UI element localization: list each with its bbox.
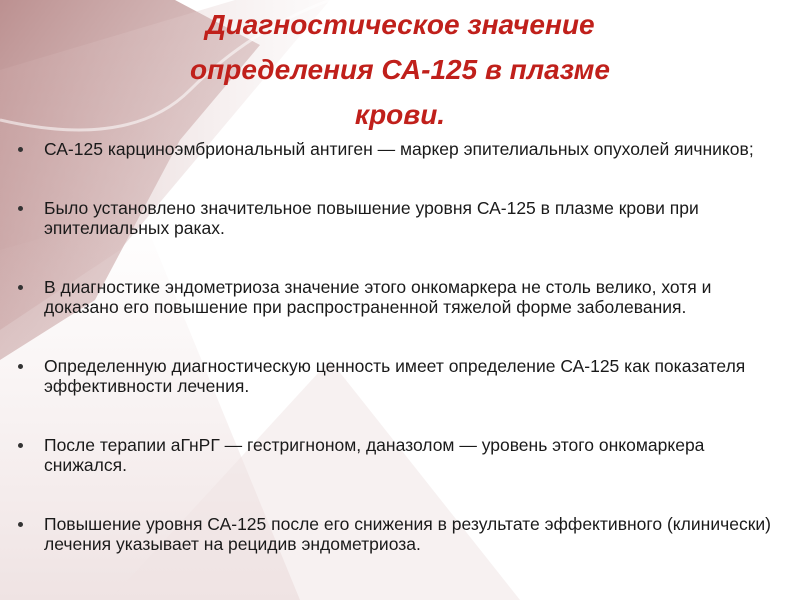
bullet-dot-icon xyxy=(18,147,23,152)
bullet-list xyxy=(18,139,788,554)
bullet-text: СА-125 карциноэмбриональный антиген — маркер эпителиальных опухолей яичников; xyxy=(44,139,754,159)
bullet-item xyxy=(18,514,788,554)
bullet-text: Повышение уровня СА-125 после его снижения в результате эффективного (клинически) лечения указывает на рецидив эндометриоза. xyxy=(44,514,771,554)
bullet-text: В диагностике эндометриоза значение этого онкомаркера не столь велико, хотя и доказано его повышение при распространенной тяжелой форме заболевания. xyxy=(44,277,712,317)
bullet-item xyxy=(18,139,788,159)
bullet-dot-icon xyxy=(18,285,23,290)
bullet-dot-icon xyxy=(18,206,23,211)
slide-title xyxy=(40,2,760,137)
title-line-2: определения СА-125 в плазме xyxy=(190,54,610,85)
bullet-dot-icon xyxy=(18,522,23,527)
bullet-item xyxy=(18,277,788,317)
bullet-dot-icon xyxy=(18,364,23,369)
title-line-3: крови. xyxy=(354,99,446,130)
bullet-item xyxy=(18,198,788,238)
title-line-1: Диагностическое значение xyxy=(205,9,595,40)
bullet-dot-icon xyxy=(18,443,23,448)
bullet-text: После терапии аГнРГ — гестригноном, даназолом — уровень этого онкомаркера снижался. xyxy=(44,435,705,475)
bullet-item xyxy=(18,356,788,396)
bullet-text: Определенную диагностическую ценность имеет определение СА-125 как показателя эффективности лечения. xyxy=(44,356,746,396)
bullet-text: Было установлено значительное повышение уровня СА-125 в плазме крови при эпителиальных раках. xyxy=(44,198,699,238)
bullet-item xyxy=(18,435,788,475)
